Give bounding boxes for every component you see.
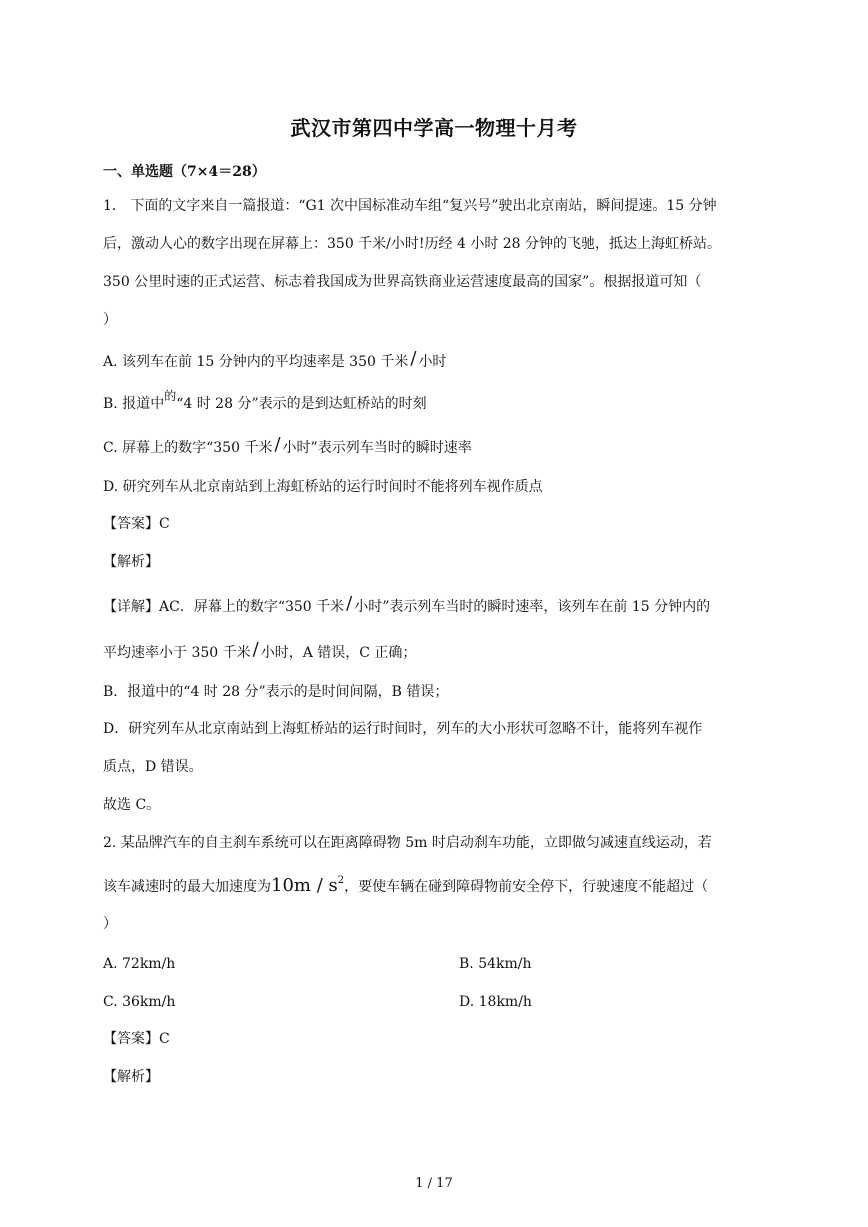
- option-c-rest: 小时”表示列车当时的瞬时速率: [282, 440, 472, 456]
- page-number: 1 / 17: [415, 1176, 453, 1191]
- section-heading: 一、单选题（7×4＝28）: [103, 164, 266, 180]
- document-title: 武汉市第四中学高一物理十月考: [290, 116, 578, 140]
- q1-answer: 【答案】C: [103, 516, 170, 532]
- q1-detail-line-2: [103, 639, 417, 663]
- detail-rest: 小时，A 错误，C 正确；: [260, 645, 417, 661]
- unit-exponent: 2: [337, 875, 345, 886]
- option-b-rest: “4 时 28 分”表示的是到达虹桥站的时刻: [176, 396, 427, 412]
- q1-conclusion: 故选 C。: [103, 797, 161, 813]
- slash-symbol: /: [410, 348, 417, 369]
- slash-symbol: /: [274, 434, 281, 455]
- q2-stem-line-1: 2. 某品牌汽车的自主刹车系统可以在距离障碍物 5m 时启动刹车功能，立即做匀减速直线运动，若: [103, 835, 712, 851]
- q2-option-c: C. 36km/h: [103, 994, 176, 1010]
- option-a-text: A. 该列车在前 15 分钟内的平均速率是 350 千米: [103, 354, 409, 370]
- q1-detail-line-5: 质点，D 错误。: [103, 759, 203, 775]
- option-c-text: C. 屏幕上的数字“350 千米: [103, 440, 273, 456]
- q2-option-d: D. 18km/h: [459, 994, 532, 1010]
- q1-detail-line-4: D．研究列车从北京南站到上海虹桥站的运行时间时，列车的大小形状可忽略不计，能将列车视作: [103, 721, 703, 737]
- detail-rest: 小时”表示列车当时的瞬时速率，该列车在前 15 分钟内的: [354, 599, 711, 615]
- q2-option-a: A. 72km/h: [103, 956, 176, 972]
- q1-option-a: [103, 348, 447, 372]
- q1-option-b: [103, 389, 427, 414]
- q2-analysis-label: 【解析】: [103, 1069, 159, 1085]
- q2-stem-rest: ，要使车辆在碰到障碍物前安全停下，行驶速度不能超过（: [344, 879, 709, 895]
- slash-symbol: /: [252, 639, 259, 660]
- q2-stem-line-3: ）: [103, 916, 117, 932]
- q1-detail-line-1: [103, 593, 711, 617]
- q2-stem-text: 该车减速时的最大加速度为: [103, 879, 271, 895]
- option-b-de: 的: [164, 389, 177, 403]
- detail-text: 【详解】AC．屏幕上的数字“350 千米: [103, 599, 345, 615]
- acceleration-unit: 10m / s: [271, 875, 338, 896]
- detail-text: 平均速率小于 350 千米: [103, 645, 251, 661]
- option-b-text: B. 报道中: [103, 396, 165, 412]
- slash-symbol: /: [346, 593, 353, 614]
- q2-option-b: B. 54km/h: [459, 956, 532, 972]
- q1-analysis-label: 【解析】: [103, 554, 159, 570]
- q1-option-c: [103, 434, 472, 458]
- q1-detail-line-3: B．报道中的“4 时 28 分”表示的是时间间隔，B 错误；: [103, 684, 449, 700]
- q1-stem-line-1: 1. 下面的文字来自一篇报道：“G1 次中国标准动车组“复兴号”驶出北京南站，瞬间提速。15 分钟: [103, 198, 717, 214]
- q2-stem-line-2: [103, 876, 708, 899]
- q1-stem-line-2: 后，激动人心的数字出现在屏幕上：350 千米/小时!历经 4 小时 28 分钟的飞驰，抵达上海虹桥站。: [103, 236, 722, 252]
- q1-stem-line-4: ）: [103, 312, 117, 328]
- q1-option-d: D. 研究列车从北京南站到上海虹桥站的运行时间时不能将列车视作质点: [103, 479, 543, 495]
- q1-stem-line-3: 350 公里时速的正式运营、标志着我国成为世界高铁商业运营速度最高的国家”。根据报道可知（: [103, 274, 702, 290]
- option-a-unit: 小时: [418, 354, 447, 370]
- q2-answer: 【答案】C: [103, 1031, 170, 1047]
